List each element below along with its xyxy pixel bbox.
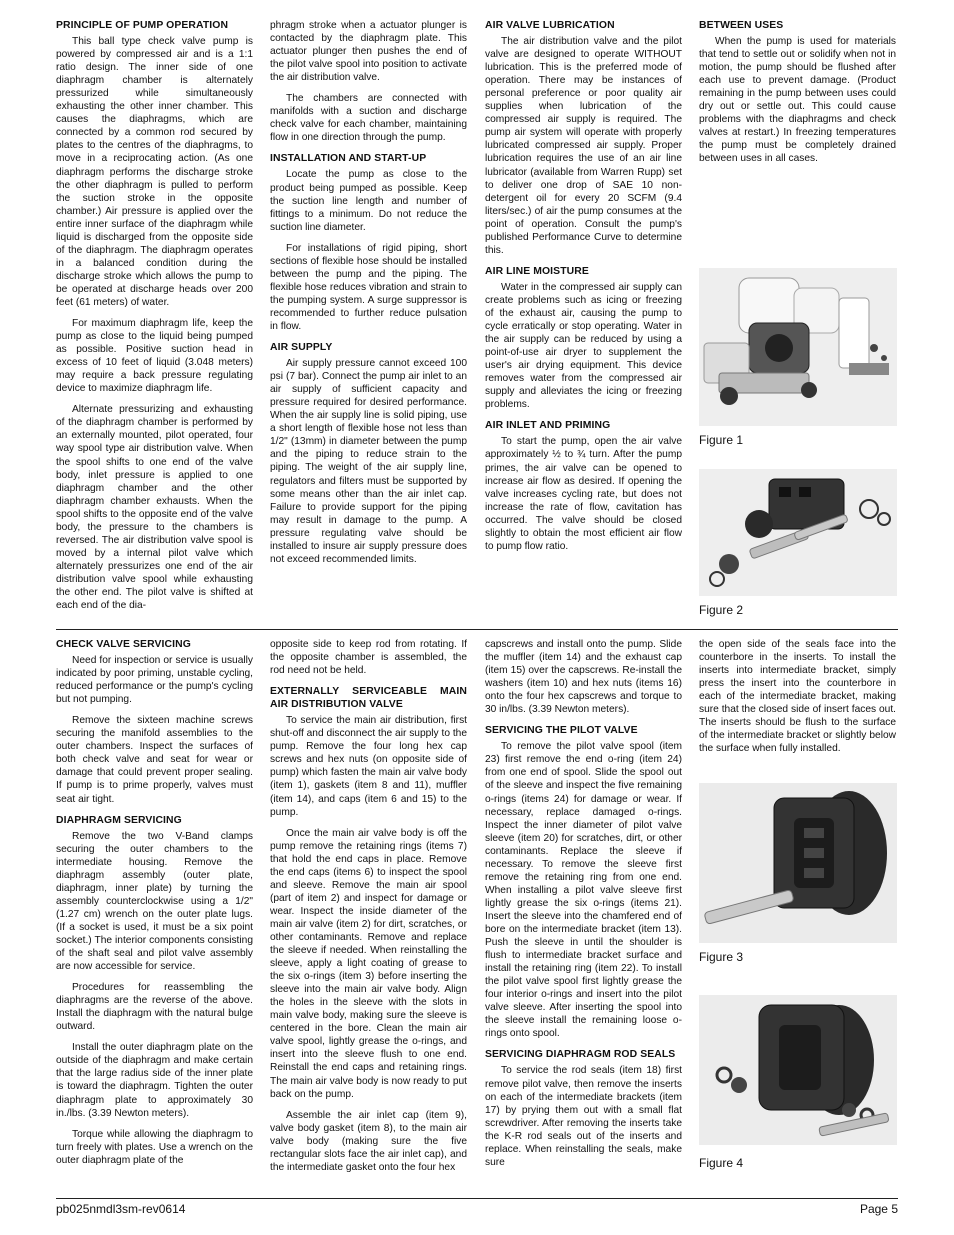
bottom-col-2 xyxy=(270,638,467,1182)
figure-1-image xyxy=(699,268,897,426)
section-heading: EXTERNALLY SERVICEABLE MAIN AIR DISTRIBUTION VALVE xyxy=(270,686,467,711)
paragraph-continued: phragm stroke when a actuator plunger is contacted by the diaphragm plate. This actuator plunger then pushes the end of the pilot valve spool into position to activate the air distribution valve. xyxy=(270,20,467,84)
figure-3-image xyxy=(699,783,897,943)
footer-page-number: Page 5 xyxy=(859,1202,898,1216)
paragraph: Remove the two V-Band clamps securing the outer chambers to the intermediate housing. Remove the diaphragm assembly (outer plate, diaphragm, inner plate) by turning the assembly counterclockwise using a 1/2" (1.27 cm) wrench on the outer plate lugs. (If a socket is used, it must be a six point socket.) The interior components consisting of the shaft seal and pilot valve assembly are now accessible for service. xyxy=(56,830,253,973)
top-col-4 xyxy=(699,19,896,174)
top-col-3 xyxy=(485,19,682,561)
paragraph-continued: opposite side to keep rod from rotating. If the opposite chamber is assembled, the rod need not be held. xyxy=(270,639,467,677)
air-valve-exploded-icon xyxy=(699,469,897,596)
paragraph: Locate the pump as close to the product being pumped as possible. Keep the suction line length and number of fittings to a minimum. Do not reduce the suction line diameter. xyxy=(270,169,467,233)
section-heading: SERVICING THE PILOT VALVE xyxy=(485,725,638,737)
figure-2-caption: Figure 2 xyxy=(699,603,744,617)
section-heading: SERVICING DIAPHRAGM ROD SEALS xyxy=(485,1049,676,1061)
section-heading: AIR VALVE LUBRICATION xyxy=(485,20,615,31)
top-col-2 xyxy=(270,19,467,574)
section-heading: AIR SUPPLY xyxy=(270,342,333,354)
section-heading: AIR LINE MOISTURE xyxy=(485,265,589,277)
paragraph: When the pump is used for materials that tend to settle out or solidify when not in motion, the pump should be flushed after each use to prevent damage. (Product remaining in the pump between uses could dry out or settle out. This could cause problems with the diaphragms and check valves at restart.) In freezing temperatures the pump must be completely drained between uses in all cases. xyxy=(699,36,896,165)
paragraph: The chambers are connected with manifolds with a suction and discharge check valve for each chamber, maintaining flow in one direction through the pump. xyxy=(270,93,467,144)
bottom-col-4 xyxy=(699,638,896,763)
paragraph: Water in the compressed air supply can create problems such as icing or freezing of the exhaust air, causing the pump to cycle erratically or stop operating. Water in the air supply can be reduced by using a point-of-use air dryer to supplement the user's air drying equipment. This device removes water from the compressed air supply and alleviates the icing or freezing problems. xyxy=(485,281,682,411)
rod-seals-exploded-icon xyxy=(699,995,897,1145)
paragraph: Install the outer diaphragm plate on the outside of the diaphragm and make certain that the large radius side of the inner plate is toward the diaphragm. Tighten the outer diaphragm plate to approximately 30 in./lbs. (3.39 Newton meters). xyxy=(56,1042,253,1119)
section-heading: BETWEEN USES xyxy=(699,20,784,31)
section-heading: AIR INLET AND PRIMING xyxy=(485,420,611,432)
figure-4-caption: Figure 4 xyxy=(699,1156,744,1170)
paragraph: This ball type check valve pump is powered by compressed air and is a 1:1 ratio design. The inner side of one diaphragm chamber is alternately pressurized while simultaneously exhausting the other inner chamber. This causes the diaphragms, which are connected by a common rod secured by plates to the centres of the diaphragms, to move in a reciprocating action. (As one diaphragm performs the discharge stroke the other diaphragm is pulled to perform the suction stroke in the opposite chamber.) Air pressure is applied over the entire inner surface of the diaphragm while liquid is discharged from the opposite side of the diaphragm. The diaphragm operates in a balanced condition during the discharge stroke which allows the pump to be operated at discharge heads over 200 feet (61 meters) of water. xyxy=(56,36,253,308)
paragraph: Torque while allowing the diaphragm to turn freely with plates. Use a wrench on the outer diaphragm plate of the xyxy=(56,1128,253,1166)
paragraph: To service the main air distribution, first shut-off and disconnect the air supply to the pump. Remove the four long hex cap screws and hex nuts (on opposite side of pump) which fasten the main air valve body (item 1), gaskets (item 8 and 11), muffler (item 14), and caps (item 6 and 15) to the pump. xyxy=(270,715,467,818)
paragraph: To start the pump, open the air valve approximately ½ to ¾ turn. After the pump primes, the air valve can be opened to increase air flow as desired. If opening the valve increases cycling rate, but does not increase the rate of flow, cavitation has occurred. The valve should be closed slightly to obtain the most efficient air flow to pump flow ratio. xyxy=(485,436,682,552)
top-col-1 xyxy=(56,19,253,620)
paragraph-continued: the open side of the seals face into the counterbore in the inserts. To install the inserts into intermediate bracket, simply press the insert into the counterbore in each of the intermediate bracket, making sure that the closed side of insert faces out. The inserts should be flush to the surface of the intermediate bracket or slightly below the surface when fully installed. xyxy=(699,639,896,755)
pump-exploded-icon xyxy=(699,268,897,426)
figure-1-caption: Figure 1 xyxy=(699,433,744,447)
section-divider xyxy=(56,629,898,630)
section-heading: INSTALLATION AND START-UP xyxy=(270,153,427,165)
paragraph: Assemble the air inlet cap (item 9), valve body gasket (item 8), to the main air valve body (making sure the five rectangular slots face the air inlet cap), and the intermediate gasket onto the four hex xyxy=(270,1109,467,1173)
paragraph-continued: capscrews and install onto the pump. Slide the muffler (item 14) and the exhaust cap (item 15) over the capscrews. Re-install the washers (item 10) and hex nuts (items 16) onto the four hex capscrews and torque to 30 in/lbs. (3.39 Newton meters). xyxy=(485,639,682,716)
paragraph: Air supply pressure cannot exceed 100 psi (7 bar). Connect the pump air inlet to an air supply of sufficient capacity and pressure required for desired performance. When the air supply line is solid piping, use a short length of flexible hose not less than 1/2" (13mm) in diameter between the pump and the piping to reduce strain to the piping. The weight of the air supply line, regulators and filters must be supported by some means other than the air inlet cap. Failure to provide support for the piping may result in damage to the pump. A pressure regulating valve should be installed to insure air supply pressure does not exceed recommended limits. xyxy=(270,358,467,565)
figure-4-image xyxy=(699,995,897,1145)
intermediate-bracket-icon xyxy=(699,783,897,943)
section-heading: DIAPHRAGM SERVICING xyxy=(56,814,182,826)
paragraph: Need for inspection or service is usually indicated by poor priming, unstable cycling, reduced performance or the pump's cycling but not pumping. xyxy=(56,655,253,706)
footer-rule xyxy=(56,1198,898,1199)
bottom-col-1 xyxy=(56,638,253,1175)
figure-2-image xyxy=(699,469,897,596)
paragraph: Once the main air valve body is off the pump remove the retaining rings (items 7) that hold the end caps in place. Remove the end caps (items 6) to inspect the spool and sleeve. Remove the main air spool (part of item 2) and inspect for damage or wear. Inspect the inside diameter of the main air valve (item 2) for dirt, scratches, or other contaminants. Remove and replace the sleeve if needed. When reinstalling the sleeve, apply a light coating of grease to the six o-rings (item 3) before inserting the sleeve into the main air valve body. Align the holes in the sleeve with the slots in main valve body, making sure the sleeve is centered in the bore. Clean the main air valve spool, lightly grease the o-rings, and insert into the sleeve flush to one end. Reinstall the end caps and retaining rings. The main air valve body is now ready to put back on the pump. xyxy=(270,827,467,1100)
paragraph: To service the rod seals (item 18) first remove pilot valve, then remove the inserts on each of the intermediate brackets (item 17) by prying them out with a small flat screwdriver. After removing the inserts take the K-R rod seals out of the inserts and replace. When reinstalling the seals, make sure xyxy=(485,1065,682,1168)
section-heading: CHECK VALVE SERVICING xyxy=(56,639,191,650)
paragraph: Procedures for reassembling the diaphragms are the reverse of the above. Install the diaphragm with the natural bulge outward. xyxy=(56,982,253,1033)
paragraph: Remove the sixteen machine screws securing the manifold assemblies to the outer chambers. Inspect the surfaces of both check valve and seat for wear or damage that could prevent proper sealing. If pump is to prime properly, valves must seat air tight. xyxy=(56,715,253,805)
paragraph: To remove the pilot valve spool (item 23) first remove the end o-ring (item 24) from one end of spool. Slide the spool out of the sleeve and inspect the five remaining o-rings (items 24) for damage or wear. If necessary, replace damaged o-rings. Inspect the inner diameter of pilot valve sleeve (item 20) for scratches, dirt, or other contaminants. Replace the sleeve if necessary. To remove the sleeve first remove the retaining ring from one end. When installing a pilot valve sleeve first lightly grease the six o-rings (items 21). Insert the sleeve into the chamfered end of bore on the intermediate bracket (item 13). Push the sleeve in until the shoulder is flush to intermediate bracket surface and install the retaining ring (item 22). To install the pilot valve spool first lightly grease the four interior o-rings and insert into the pilot valve sleeve. After inserting the spool into the sleeve install the remaining loose o-rings onto spool. xyxy=(485,741,682,1040)
footer-doc-id: pb025nmdl3sm-rev0614 xyxy=(56,1202,186,1216)
bottom-col-3 xyxy=(485,638,682,1177)
paragraph: For installations of rigid piping, short sections of flexible hose should be installed between the pump and the piping. The flexible hose reduces vibration and strain to the pumping system. A surge suppressor is recommended to further reduce pulsation in flow. xyxy=(270,242,467,332)
paragraph: The air distribution valve and the pilot valve are designed to operate WITHOUT lubrication. This is the preferred mode of operation. There may be instances of personal preference or poor quality air supplies when lubrication of the compressed air supply is required. The pump air system will operate with properly lubricated compressed air supply. Proper lubrication requires the use of an air line lubricator (available from Warren Rupp) set to deliver one drop of SAE 10 non-detergent oil for every 20 SCFM (9.4 liters/sec.) of air the pump consumes at the point of operation. Consult the pump's published Performance Curve to determine this. xyxy=(485,36,682,256)
section-heading: PRINCIPLE OF PUMP OPERATION xyxy=(56,20,229,31)
paragraph: For maximum diaphragm life, keep the pump as close to the liquid being pumped as possible. Positive suction head in excess of 10 feet of liquid (3.048 meters) may require a back pressure regulating device to maximize diaphragm life. xyxy=(56,318,253,395)
paragraph: Alternate pressurizing and exhausting of the diaphragm chamber is performed by an externally mounted, pilot operated, four way spool type air distribution valve. When the spool shifts to one end of the valve body, inlet pressure is applied to one diaphragm chamber and the other diaphragm chamber exhausts. When the spool shifts to the opposite end of the valve body, the pressure to the chambers is reversed. The air distribution valve spool is moved by a internal pilot valve which alternately pressurizes one end of the air distribution valve spool while exhausting the other end. The pilot valve is shifted at each end of the dia- xyxy=(56,404,253,612)
figure-3-caption: Figure 3 xyxy=(699,950,744,964)
